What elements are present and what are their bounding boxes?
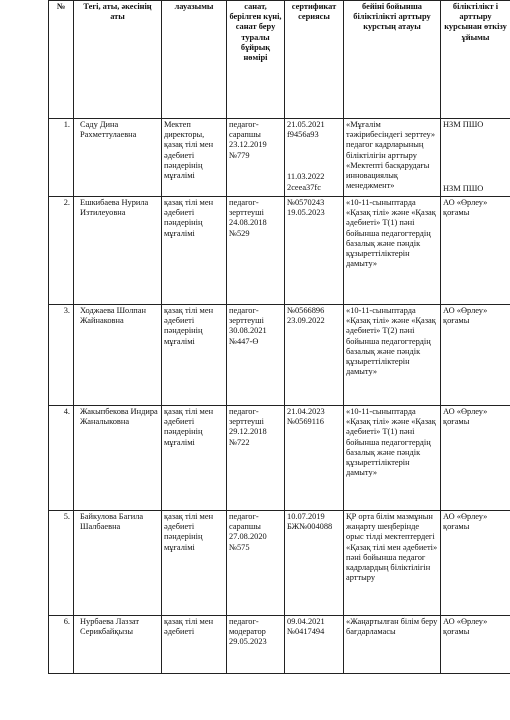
row-number: 1. [49,119,74,197]
table-row [49,406,510,511]
spacer [443,162,508,184]
row-full-name: Саду Дина Рахметтулаевна [74,119,162,197]
row-number: 5. [49,511,74,616]
row-course-name: «10-11-сыныптарда «Қазақ тілі» және «Қазақ әдебиеті» Т(2) пәні бойынша педагогтердің базалық және пәндік құзыреттіліктерін дамыту» [344,305,441,406]
row-course-name: «10-11-сыныптарда «Қазақ тілі» және «Қазақ әдебиеті» Т(1) пәні бойынша педагогтердің базалық және пәндік құзыреттіліктерін дамыту» [344,406,441,511]
header-course-name: бейіні бойынша біліктілікті арттыру курстың атауы [344,1,441,119]
certificate-entry: 11.03.2022 2ceea37fc [287,172,325,192]
table-header-row [49,1,510,119]
row-number: 4. [49,406,74,511]
row-full-name: Жакыпбекова Индира Жаналыковна [74,406,162,511]
row-certificate: 09.04.2021 №0417494 [285,616,344,674]
row-organization: АО «Өрлеу» қоғамы [441,305,510,406]
row-position: қазақ тілі мен әдебиеті [162,616,227,674]
row-organization [441,119,510,197]
header-organization: біліктілікт і арттыру курсынан өткізу ұйымы [441,1,510,119]
table-row [49,511,510,616]
row-position: Мектеп директоры, қазақ тілі мен әдебиеті пәндерінің мұғалімі [162,119,227,197]
row-organization: АО «Өрлеу» қоғамы [441,511,510,616]
row-organization: АО «Өрлеу» қоғамы [441,616,510,674]
row-number: 3. [49,305,74,406]
row-category: педагог- зерттеуші 29.12.2018 №722 [227,406,285,511]
row-full-name: Ходжаева Шолпан Жайнаковна [74,305,162,406]
row-organization: АО «Өрлеу» қоғамы [441,197,510,305]
table-row [49,305,510,406]
row-full-name: Байкулова Багила Шалбаевна [74,511,162,616]
header-number: № [49,1,74,119]
organization-entry: НЗМ ПШО [443,184,484,194]
row-category: педагог- зерттеуші 24.08.2018 №529 [227,197,285,305]
organization-entry: НЗМ ПШО [443,120,484,129]
spacer [287,140,341,172]
qualification-table [48,0,510,674]
row-course-name [344,119,441,197]
row-course-name: «10-11-сыныптарда «Қазақ тілі» және «Қазақ әдебиеті» Т(1) пәні бойынша педагогтердің базалық және пәндік құзыреттіліктерін дамыту» [344,197,441,305]
row-certificate: №0570243 19.05.2023 [285,197,344,305]
row-number: 2. [49,197,74,305]
row-category: педагог- зерттеуші 30.08.2021 №447-Ө [227,305,285,406]
row-certificate [285,119,344,197]
row-category: педагог- модератор 29.05.2023 [227,616,285,674]
course-entry: «Мұғалім тәжірибесіндегі зерттеу» педагог кадрларының біліктілігін арттыру [346,120,436,160]
table-row [49,119,510,197]
row-certificate: 21.04.2023 №0569116 [285,406,344,511]
row-category: педагог- сарапшы 27.08.2020 №575 [227,511,285,616]
row-full-name: Нурбаева Лаззат Серикбайқызы [74,616,162,674]
header-category: санат, берілген күні, санат беру туралы бұйрық нөмірі [227,1,285,119]
row-course-name: «Жаңартылған білім беру бағдарламасы [344,616,441,674]
certificate-entry: 21.05.2021 f9456a93 [287,120,325,140]
row-position: қазақ тілі мен әдебиеті пәндерінің мұғалімі [162,197,227,305]
header-certificate: сертификат сериясы [285,1,344,119]
header-full-name: Тегі, аты, әкесінің аты [74,1,162,119]
row-position: қазақ тілі мен әдебиеті пәндерінің мұғалімі [162,406,227,511]
row-course-name: ҚР орта білім мазмұнын жаңарту шеңберінде орыс тілді мектептердегі «Қазақ тілі мен әдебиеті» пәні бойынша педагог кадрлардың біліктілігін арттыру [344,511,441,616]
table-row [49,616,510,674]
row-position: қазақ тілі мен әдебиеті пәндерінің мұғалімі [162,305,227,406]
course-entry: «Мектепті басқарудағы инновациялық менеджмент» [346,160,430,191]
row-number: 6. [49,616,74,674]
table-row [49,197,510,305]
row-category: педагог- сарапшы 23.12.2019 №779 [227,119,285,197]
row-certificate: №0566896 23.09.2022 [285,305,344,406]
document-page [48,0,510,674]
header-position: лауазымы [162,1,227,119]
row-position: қазақ тілі мен әдебиеті пәндерінің мұғалімі [162,511,227,616]
row-organization: АО «Өрлеу» қоғамы [441,406,510,511]
row-full-name: Ешкибаева Нурила Изтилеуовна [74,197,162,305]
row-certificate: 10.07.2019 БЖ№004088 [285,511,344,616]
spacer [443,130,508,162]
